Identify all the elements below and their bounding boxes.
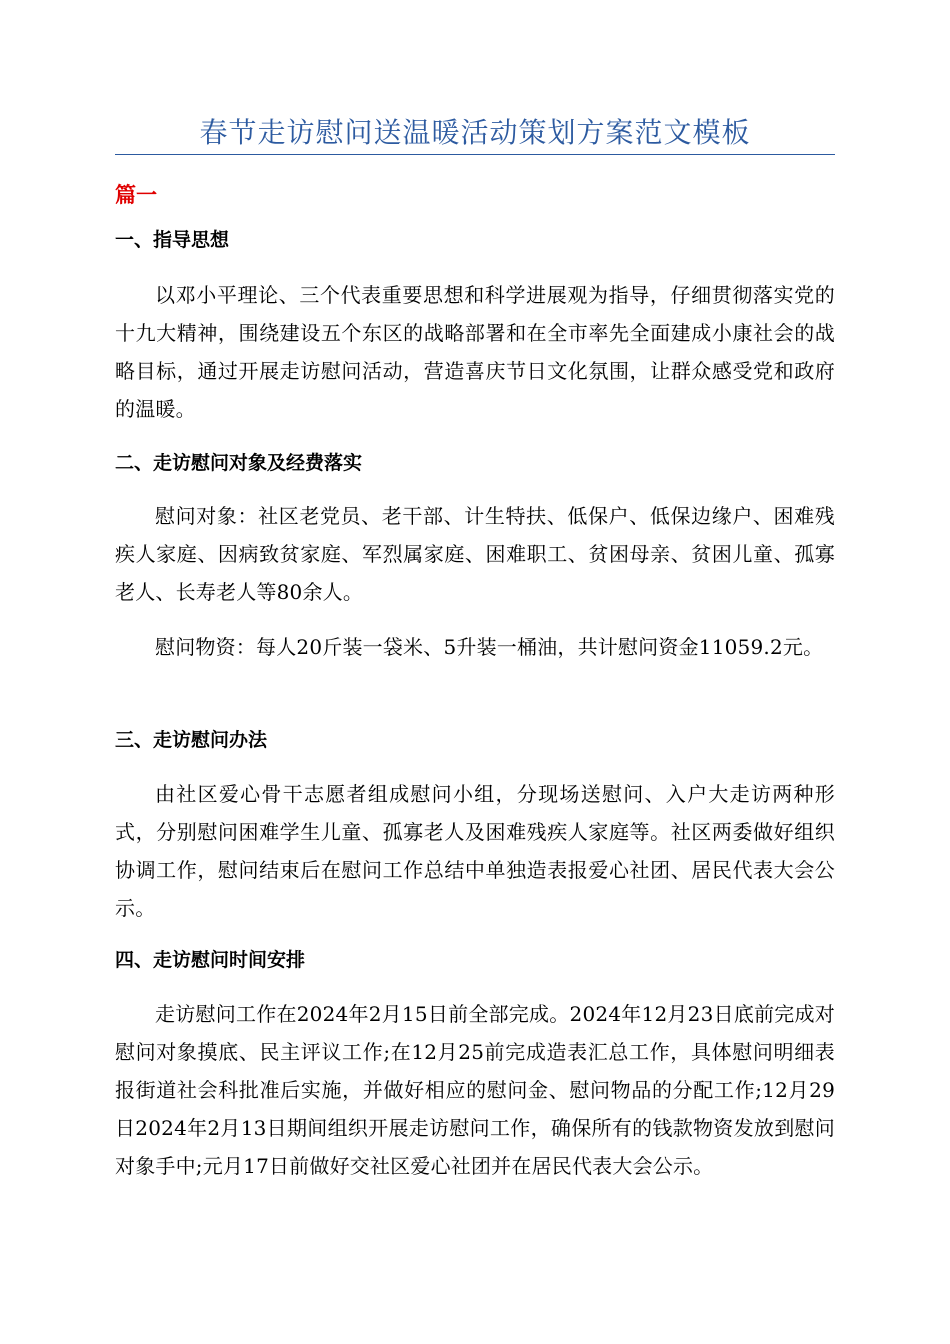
section-paragraph: 慰问对象：社区老党员、老干部、计生特扶、低保户、低保边缘户、困难残疾人家庭、因病致贫家庭、军烈属家庭、困难职工、贫困母亲、贫困儿童、孤寡老人、长寿老人等80余人。 bbox=[115, 504, 835, 604]
section-paragraph: 慰问物资：每人20斤装一袋米、5升装一桶油，共计慰问资金11059.2元。 bbox=[155, 635, 824, 659]
section-paragraph: 走访慰问工作在2024年2月15日前全部完成。2024年12月23日底前完成对慰问对象摸底、民主评议工作;在12月25前完成造表汇总工作，具体慰问明细表报街道社会科批准后实施，并做好相应的慰问金、慰问物品的分配工作;12月29日2024年2月13日期间组织开展走访慰问工作，确保所有的钱款物资发放到慰问对象手中;元月17日前做好交社区爱心社团并在居民代表大会公示。 bbox=[115, 1002, 835, 1178]
title-underline bbox=[115, 154, 835, 155]
section-heading-guiding-thought: 一、指导思想 bbox=[115, 229, 230, 251]
section-paragraph: 由社区爱心骨干志愿者组成慰问小组，分现场送慰问、入户大走访两种形式，分别慰问困难学生儿童、孤寡老人及困难残疾人家庭等。社区两委做好组织协调工作，慰问结束后在慰问工作总结中单独造表报爱心社团、居民代表大会公示。 bbox=[115, 782, 835, 920]
document-title: 春节走访慰问送温暖活动策划方案范文模板 bbox=[199, 116, 751, 149]
part-label: 篇一 bbox=[115, 183, 157, 207]
section-heading-visit-schedule: 四、走访慰问时间安排 bbox=[115, 949, 306, 971]
section-heading-visit-targets: 二、走访慰问对象及经费落实 bbox=[115, 452, 363, 474]
section-heading-visit-method: 三、走访慰问办法 bbox=[115, 729, 268, 751]
section-paragraph: 以邓小平理论、三个代表重要思想和科学进展观为指导，仔细贯彻落实党的十九大精神，围绕建设五个东区的战略部署和在全市率先全面建成小康社会的战略目标，通过开展走访慰问活动，营造喜庆节日文化氛围，让群众感受党和政府的温暖。 bbox=[115, 283, 835, 421]
